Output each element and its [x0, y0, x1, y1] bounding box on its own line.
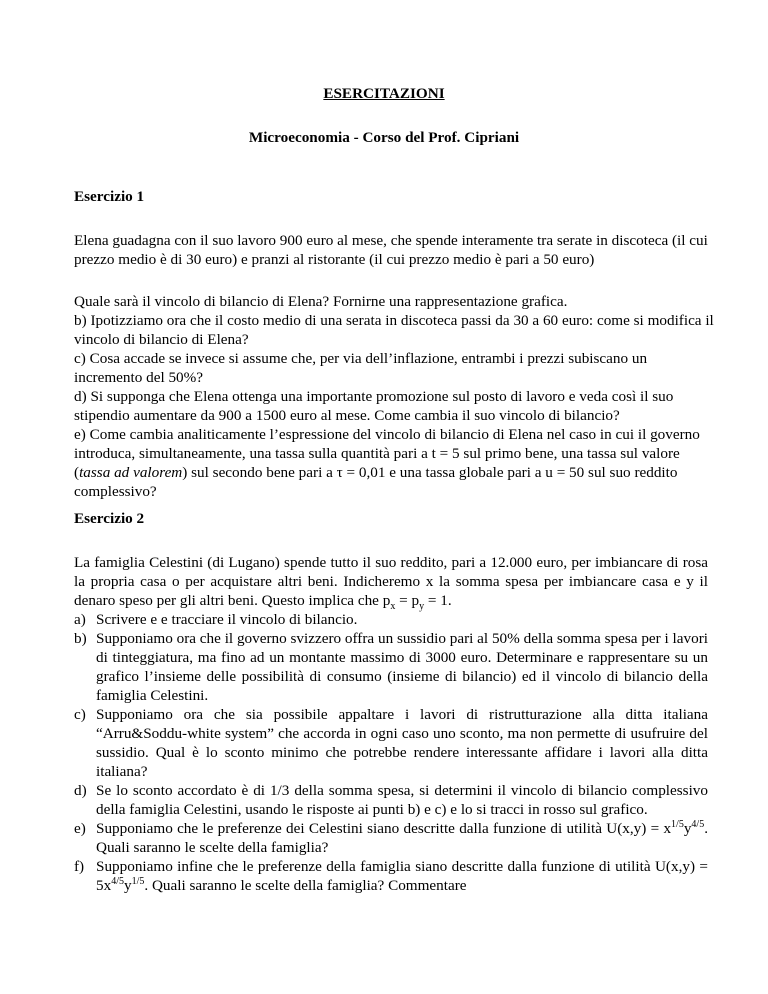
item-f-exponent-x: 4/5	[111, 875, 124, 887]
exercise-2-intro-text	[74, 553, 708, 613]
list-item-marker: a)	[74, 611, 86, 628]
exercise-1-heading: Esercizio 1	[74, 188, 145, 205]
exercise-2-intro-sub-x: x	[390, 601, 396, 613]
list-item	[74, 610, 708, 629]
exercise-1-question-main: Quale sarà il vincolo di bilancio di Elena? Fornirne una rappresentazione grafica.	[74, 293, 568, 310]
exercise-1-question-e-part1: e) Come cambia analiticamente l’espressione del vincolo di bilancio di Elena nel caso in cui il governo introduca, simultaneamente, una tassa sulla quantità pari a t = 5 sul primo bene, una tassa sul valore (	[74, 426, 700, 481]
exercise-1-intro	[74, 231, 714, 269]
item-e-exponent-y: 4/5	[691, 818, 705, 830]
item-e-exponent-x: 1/5	[671, 818, 684, 830]
item-e-part2: y	[683, 820, 692, 837]
list-item-text: Supponiamo ora che il governo svizzero offra un sussidio pari al 50% della somma spesa per i lavori di tinteggiatura, ma fino ad un montante massimo di 3000 euro. Determinare e rappresentare su un grafico l’insieme delle possibilità di consumo (insieme di bilancio) ed il vincolo di bilancio della famiglia Celestini.	[96, 630, 708, 704]
list-item	[74, 781, 708, 819]
list-item-text	[96, 857, 708, 895]
list-item	[74, 629, 708, 705]
list-item-text	[96, 819, 708, 857]
exercise-2-question-list	[74, 610, 708, 895]
list-item	[74, 819, 708, 857]
list-item	[74, 857, 708, 895]
list-item-text: Supponiamo ora che sia possibile appaltare i lavori di ristrutturazione alla ditta italiana “Arru&Soddu-white system” che accorda in ogni caso uno sconto, ma non permette di usufruire del sussidio. Qual è lo sconto minimo che potrebbe rendere interessante affidare i lavori alla ditta italiana?	[96, 706, 708, 780]
list-item-text: Scrivere e e tracciare il vincolo di bilancio.	[96, 611, 358, 628]
exercise-1-intro-text: Elena guadagna con il suo lavoro 900 euro al mese, che spende interamente tra serate in discoteca (il cui prezzo medio è di 30 euro) e pranzi al ristorante (il cui prezzo medio è pari a 50 euro)	[74, 232, 708, 268]
exercise-1-question-b: b) Ipotizziamo ora che il costo medio di una serata in discoteca passi da 30 a 60 euro: come si modifica il vincolo di bilancio di Elena?	[74, 312, 714, 348]
item-f-part3: . Quali saranno le scelte della famiglia? Commentare	[144, 877, 467, 894]
exercise-2-intro	[74, 553, 708, 613]
document-title: ESERCITAZIONI	[323, 85, 445, 102]
item-e-part3: . Quali saranno le scelte della famiglia?	[96, 820, 708, 856]
exercise-1-question-e-part2: ) sul secondo bene pari a τ = 0,01 e una tassa globale pari a u = 50 sul suo reddito complessivo?	[74, 464, 678, 500]
exercise-2-heading: Esercizio 2	[74, 510, 145, 527]
document-subtitle: Microeconomia - Corso del Prof. Cipriani	[248, 129, 520, 146]
list-item-marker: d)	[74, 782, 87, 799]
exercise-1-question-c: c) Cosa accade se invece si assume che, per via dell’inflazione, entrambi i prezzi subiscano un incremento del 50%?	[74, 350, 648, 386]
list-item-marker: e)	[74, 820, 86, 837]
list-item	[74, 705, 708, 781]
list-item-text: Se lo sconto accordato è di 1/3 della somma spesa, si determini il vincolo di bilancio complessivo della famiglia Celestini, usando le risposte ai punti b) e c) e lo si tracci in rosso sul grafico.	[96, 782, 708, 818]
exercise-1-question-e-emphasis: tassa ad valorem	[79, 464, 183, 481]
exercise-2-intro-sub-y: y	[419, 601, 425, 613]
list-item-marker: b)	[74, 630, 87, 647]
list-item-marker: c)	[74, 706, 86, 723]
exercise-2-intro-part1: La famiglia Celestini (di Lugano) spende tutto il suo reddito, pari a 12.000 euro, per imbiancare di rosa la propria casa o per acquistare altri beni. Indicheremo x la somma spesa per imbiancare casa e y il denaro speso per gli altri beni. Questo implica che p	[74, 554, 708, 609]
exercise-2-intro-part2: = p	[395, 592, 420, 609]
item-f-part2: y	[123, 877, 132, 894]
item-f-exponent-y: 1/5	[131, 875, 145, 887]
exercise-1-questions	[74, 292, 714, 501]
list-item-marker: f)	[74, 858, 85, 875]
exercise-2-intro-part3: = 1.	[424, 592, 452, 609]
exercise-1-question-d: d) Si supponga che Elena ottenga una importante promozione sul posto di lavoro e veda così il suo stipendio aumentare da 900 a 1500 euro al mese. Come cambia il suo vincolo di bilancio?	[74, 388, 674, 424]
item-e-part1: Supponiamo che le preferenze dei Celestini siano descritte dalla funzione di utilità U(x,y) = x	[96, 820, 672, 837]
exercise-1-question-e	[74, 425, 714, 501]
item-f-part1: Supponiamo infine che le preferenze della famiglia siano descritte dalla funzione di utilità U(x,y) = 5x	[96, 858, 708, 894]
